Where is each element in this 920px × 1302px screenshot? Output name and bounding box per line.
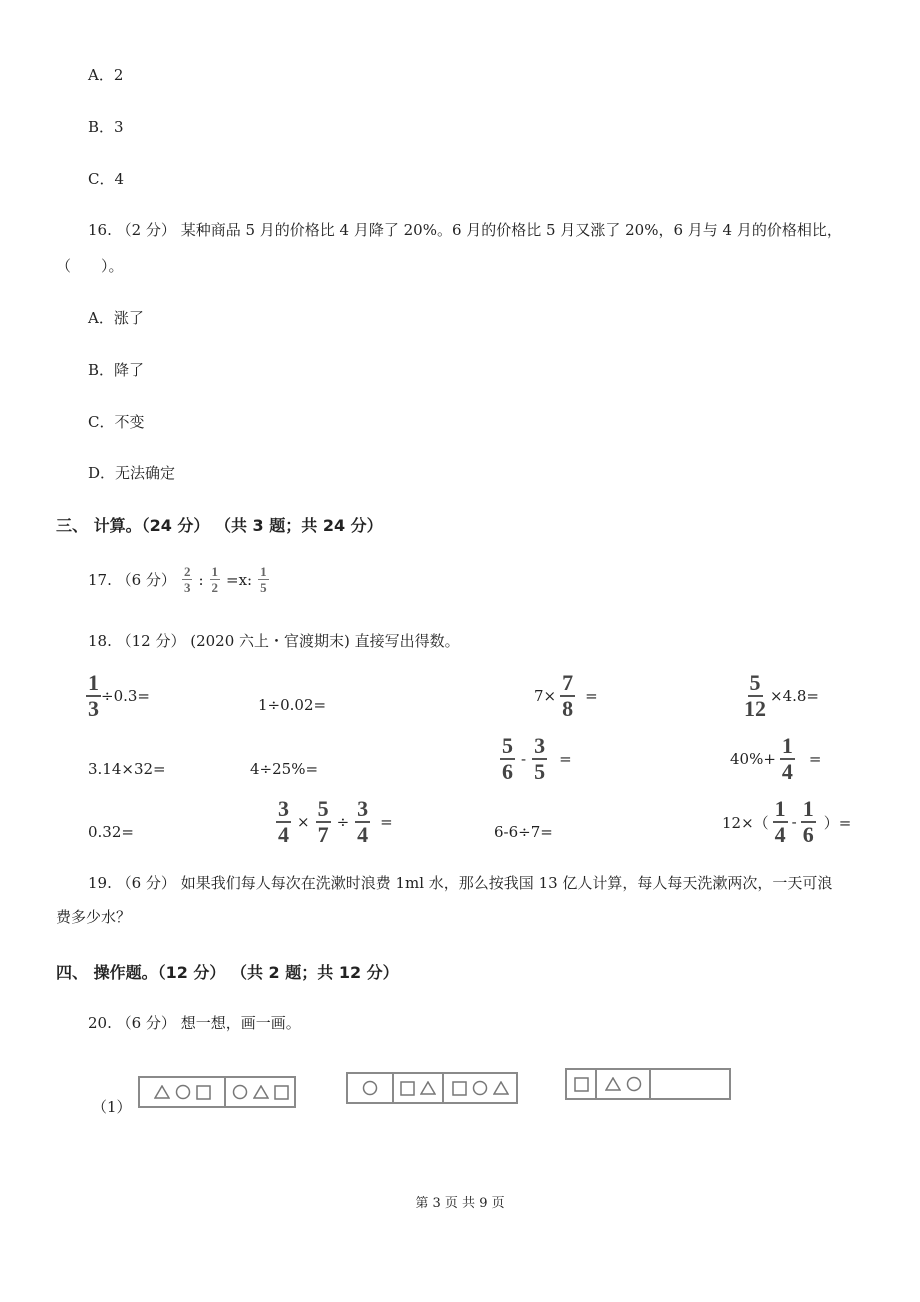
calc-item [276,798,393,846]
pattern-group [348,1074,394,1102]
calc-text: = [380,813,393,831]
calc-item [722,798,851,846]
fraction: $\frac{1}{2}$ [211,564,218,595]
pattern-group [226,1078,294,1106]
question-16-text: 16. （2 分） 某种商品 5 月的价格比 4 月降了 20%。6 月的价格比 5 月又涨了 20%，6 月与 4 月的价格相比， [88,221,842,239]
calc-text: ÷0.3= [101,687,150,705]
pattern-group [140,1078,226,1106]
circle-icon [175,1084,191,1100]
circle-icon [626,1076,642,1092]
question-20-title: 20. （6 分） 想一想，画一画。 [88,1014,301,1032]
pattern-group [567,1070,597,1098]
question-17 [88,565,269,594]
calc-text: ×4.8= [770,687,819,705]
option-b: B．降了 [88,361,145,379]
calc-item: 4÷25%= [250,760,319,778]
question-16-blank: （ ）。 [56,257,124,275]
ratio-sign: : [198,570,204,589]
pattern-box-2 [346,1072,518,1104]
fraction: $\frac{1}{5}$ [260,564,267,595]
calc-text: = [559,750,572,768]
square-icon [574,1077,589,1092]
option-c: C．4 [88,170,125,188]
fraction: $\frac{5}{6}$ [502,733,513,784]
calc-text: 7× [534,687,557,705]
sub-question-label: （1） [92,1098,132,1116]
calc-text: = [808,750,822,768]
question-18-title: 18. （12 分） (2020 六上・官渡期末) 直接写出得数。 [88,632,460,650]
calc-item: 0.32= [88,823,134,841]
section-4-heading: 四、 操作题。（12 分） （共 2 题；共 12 分） [56,963,399,982]
calc-text: 40%+ [730,750,776,768]
pattern-box-1 [138,1076,296,1108]
triangle-icon [420,1081,436,1095]
fraction: $\frac{3}{5}$ [534,733,546,784]
q17-prefix: 17. （6 分） [88,571,176,589]
square-icon [196,1085,211,1100]
circle-icon [362,1080,378,1096]
calc-text: ）= [823,813,852,832]
calc-item [500,735,572,783]
fraction: $\frac{5}{12}$ [744,670,766,721]
triangle-icon [253,1085,269,1099]
fraction: $\frac{1}{6}$ [802,796,814,847]
option-b: B．3 [88,118,124,136]
fraction: $\frac{1}{3}$ [88,670,99,721]
equation-middle: =x: [226,570,253,589]
section-3-heading: 三、 计算。（24 分） （共 3 题；共 24 分） [56,516,383,535]
triangle-icon [493,1081,509,1095]
operator: × [297,813,310,831]
fraction: $\frac{5}{7}$ [317,796,329,847]
calc-item: 3.14×32= [88,760,166,778]
square-icon [400,1081,415,1096]
fraction: $\frac{3}{4}$ [278,796,289,847]
question-19-text: 19. （6 分） 如果我们每人每次在洗漱时浪费 1ml 水，那么按我国 13 亿人计算，每人每天洗漱两次，一天可浪 [88,874,833,892]
calc-item: 1÷0.02= [258,696,327,714]
option-a: A．涨了 [88,309,144,327]
calc-item [86,672,150,720]
calc-item [730,735,822,783]
circle-icon [472,1080,488,1096]
fraction: $\frac{2}{3}$ [183,564,191,595]
operator: - [521,750,527,768]
calc-item [744,672,819,720]
calc-text: 12×（ [722,813,769,832]
fraction: $\frac{7}{8}$ [562,670,574,721]
square-icon [274,1085,289,1100]
calc-text: = [585,687,598,705]
fraction: $\frac{1}{4}$ [781,733,793,784]
triangle-icon [154,1085,170,1099]
operator: - [791,813,797,831]
page-footer: 第 3 页 共 9 页 [415,1196,505,1211]
pattern-box-3 [565,1068,731,1100]
question-19-text-cont: 费多少水？ [56,908,132,926]
pattern-group [394,1074,444,1102]
calc-item [534,672,598,720]
square-icon [452,1081,467,1096]
option-a: A．2 [88,66,124,84]
option-d: D．无法确定 [88,464,176,482]
fraction: $\frac{1}{4}$ [774,796,786,847]
pattern-group [597,1070,651,1098]
calc-item: 6-6÷7= [494,823,553,841]
operator: ÷ [336,813,350,831]
triangle-icon [605,1077,621,1091]
pattern-group [444,1074,516,1102]
empty-cell[interactable] [651,1070,729,1098]
fraction: $\frac{3}{4}$ [357,796,369,847]
option-c: C．不变 [88,413,145,431]
circle-icon [232,1084,248,1100]
